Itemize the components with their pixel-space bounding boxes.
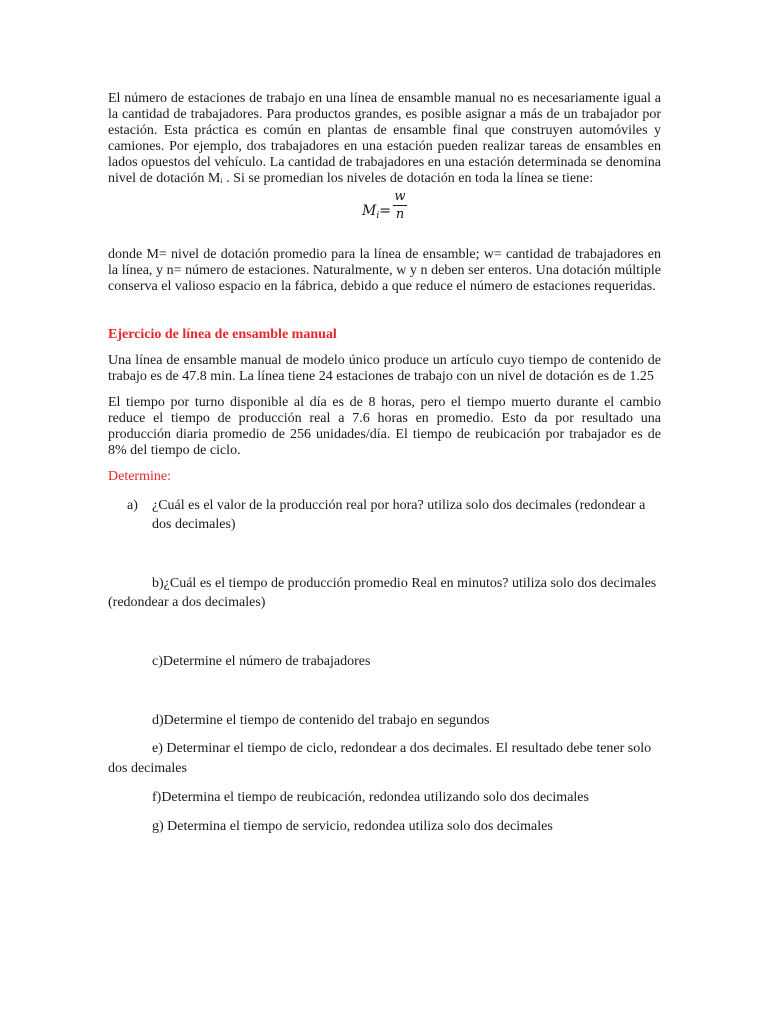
intro-paragraph-1: El número de estaciones de trabajo en una línea de ensamble manual no es necesariamente igual a la cantidad de trabajadores. Para productos grandes, es posible asignar a más de un trabajador por estación. Esta práctica es común en plantas de ensamble final que construyen automóviles y camiones. Por ejemplo, dos trabajadores en una estación pueden realizar tareas de ensambles en lados opuestos del vehículo. La cantidad de trabajadores en una estación determinada se denomina nivel de dotación Mᵢ . Si se promedian los niveles de dotación en toda la línea se tiene:	[108, 91, 661, 186]
exercise-paragraph-2: El tiempo por turno disponible al día es de 8 horas, pero el tiempo muerto durante el cambio reduce el tiempo de producción real a 7.6 horas en promedio. Esto da por resultado una producción diaria promedio de 256 unidades/día. El tiempo de reubicación por trabajador es de 8% del tiempo de ciclo.	[108, 395, 661, 458]
question-e: e) Determinar el tiempo de ciclo, redondear a dos decimales. El resultado debe tener solo dos decimales	[108, 741, 652, 776]
question-a	[108, 496, 661, 534]
formula-lhs	[362, 203, 391, 224]
staffing-formula	[108, 187, 661, 247]
question-b: b)¿Cuál es el tiempo de producción promedio Real en minutos? utiliza solo dos decimales (redondear a dos decimales)	[108, 576, 657, 610]
spacer	[108, 807, 661, 817]
formula-denominator: n	[395, 207, 405, 222]
spacer	[108, 730, 661, 739]
question-a-marker: a)	[127, 498, 138, 513]
question-a-text: ¿Cuál es el valor de la producción real por hora? utiliza solo dos decimales (redondear a dos decimales)	[152, 498, 646, 532]
spacer	[108, 485, 661, 496]
determine-label: Determine:	[108, 469, 171, 484]
spacer	[108, 295, 661, 327]
formula-fraction	[393, 189, 407, 222]
spacer	[108, 385, 661, 395]
spacer	[108, 343, 661, 353]
spacer	[108, 459, 661, 469]
exercise-paragraph-1: Una línea de ensamble manual de modelo único produce un artículo cuyo tiempo de contenido de trabajo es de 47.8 min. La línea tiene 24 estaciones de trabajo con un nivel de dotación es de 1.25	[108, 353, 661, 384]
document-page	[108, 91, 661, 836]
question-f: f)Determina el tiempo de reubicación, redondea utilizando solo dos decimales	[152, 790, 589, 805]
spacer	[108, 612, 661, 652]
intro-paragraph-2: donde M= nivel de dotación promedio para la línea de ensamble; w= cantidad de trabajadores en la línea, y n= número de estaciones. Naturalmente, w y n deben ser enteros. Una dotación múltiple conserva el valioso espacio en la fábrica, debido a que reduce el número de estaciones requeridas.	[108, 247, 661, 294]
formula-lhs-subscript: i	[376, 211, 380, 221]
formula-lhs-symbol: M	[362, 203, 377, 219]
spacer	[108, 779, 661, 788]
question-d: d)Determine el tiempo de contenido del trabajo en segundos	[152, 713, 490, 728]
formula-numerator: w	[394, 189, 406, 204]
question-c: c)Determine el número de trabajadores	[152, 654, 371, 669]
question-g: g) Determina el tiempo de servicio, redondea utiliza solo dos decimales	[152, 819, 553, 834]
exercise-title: Ejercicio de línea de ensamble manual	[108, 327, 337, 342]
fraction-bar	[393, 205, 407, 206]
formula-equals: =	[379, 203, 391, 219]
spacer	[108, 534, 661, 574]
spacer	[108, 671, 661, 711]
